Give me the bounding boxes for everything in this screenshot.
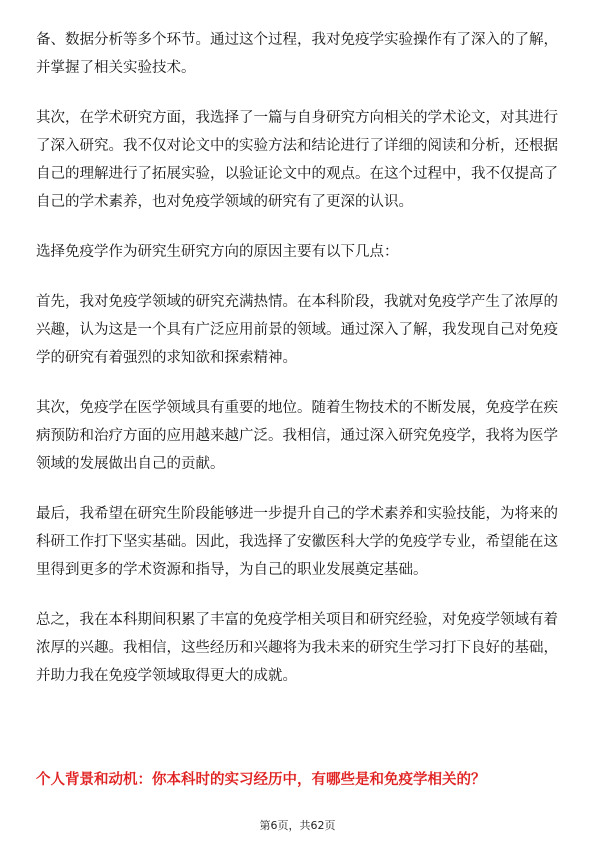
- body-content: [36, 26, 561, 712]
- text-line: 总之，我在本科期间积累了丰富的免疫学相关项目和研究经验，对免疫学领域有着: [36, 612, 558, 628]
- text-line: 其次，在学术研究方面，我选择了一篇与自身研究方向相关的学术论文，对其进行: [36, 110, 558, 126]
- paragraph: [36, 606, 561, 690]
- text-line: 自己的学术素养，也对免疫学领域的研究有了更深的认识。: [36, 194, 413, 210]
- text-line: 病预防和治疗方面的应用越来越广泛。我相信，通过深入研究免疫学，我将为医学: [36, 428, 558, 444]
- text-line: 里得到更多的学术资源和指导，为自己的职业发展奠定基础。: [36, 562, 428, 578]
- text-line: 并掌握了相关实验技术。: [36, 60, 196, 76]
- text-line: 首先，我对免疫学领域的研究充满热情。在本科阶段，我就对免疫学产生了浓厚的: [36, 294, 558, 310]
- text-line: 了深入研究。我不仅对论文中的实验方法和结论进行了详细的阅读和分析，还根据: [36, 138, 558, 154]
- text-line: 科研工作打下坚实基础。因此，我选择了安徽医科大学的免疫学专业，希望能在这: [36, 534, 558, 550]
- text-line: 领域的发展做出自己的贡献。: [36, 456, 225, 472]
- text-line: 备、数据分析等多个环节。通过这个过程，我对免疫学实验操作有了深入的了解，: [36, 32, 558, 48]
- paragraph: [36, 288, 561, 372]
- paragraph: [36, 26, 561, 82]
- text-line: 自己的理解进行了拓展实验，以验证论文中的观点。在这个过程中，我不仅提高了: [36, 166, 558, 182]
- paragraph: [36, 500, 561, 584]
- text-line: 选择免疫学作为研究生研究方向的原因主要有以下几点：: [36, 244, 399, 260]
- text-line: 其次，免疫学在医学领域具有重要的地位。随着生物技术的不断发展，免疫学在疾: [36, 400, 558, 416]
- text-line: 最后，我希望在研究生阶段能够进一步提升自己的学术素养和实验技能，为将来的: [36, 506, 558, 522]
- text-line: 兴趣，认为这是一个具有广泛应用前景的领域。通过深入了解，我发现自己对免疫: [36, 322, 558, 338]
- paragraph: [36, 238, 561, 266]
- paragraph: [36, 104, 561, 216]
- text-line: 浓厚的兴趣。我相信，这些经历和兴趣将为我未来的研究生学习打下良好的基础，: [36, 640, 558, 656]
- question-heading: 个人背景和动机：你本科时的实习经历中，有哪些是和免疫学相关的？: [36, 772, 486, 788]
- text-line: 并助力我在免疫学领域取得更大的成就。: [36, 668, 297, 684]
- paragraph: [36, 394, 561, 478]
- page-number: 第6页，共62页: [259, 819, 336, 832]
- text-line: 学的研究有着强烈的求知欲和探索精神。: [36, 350, 297, 366]
